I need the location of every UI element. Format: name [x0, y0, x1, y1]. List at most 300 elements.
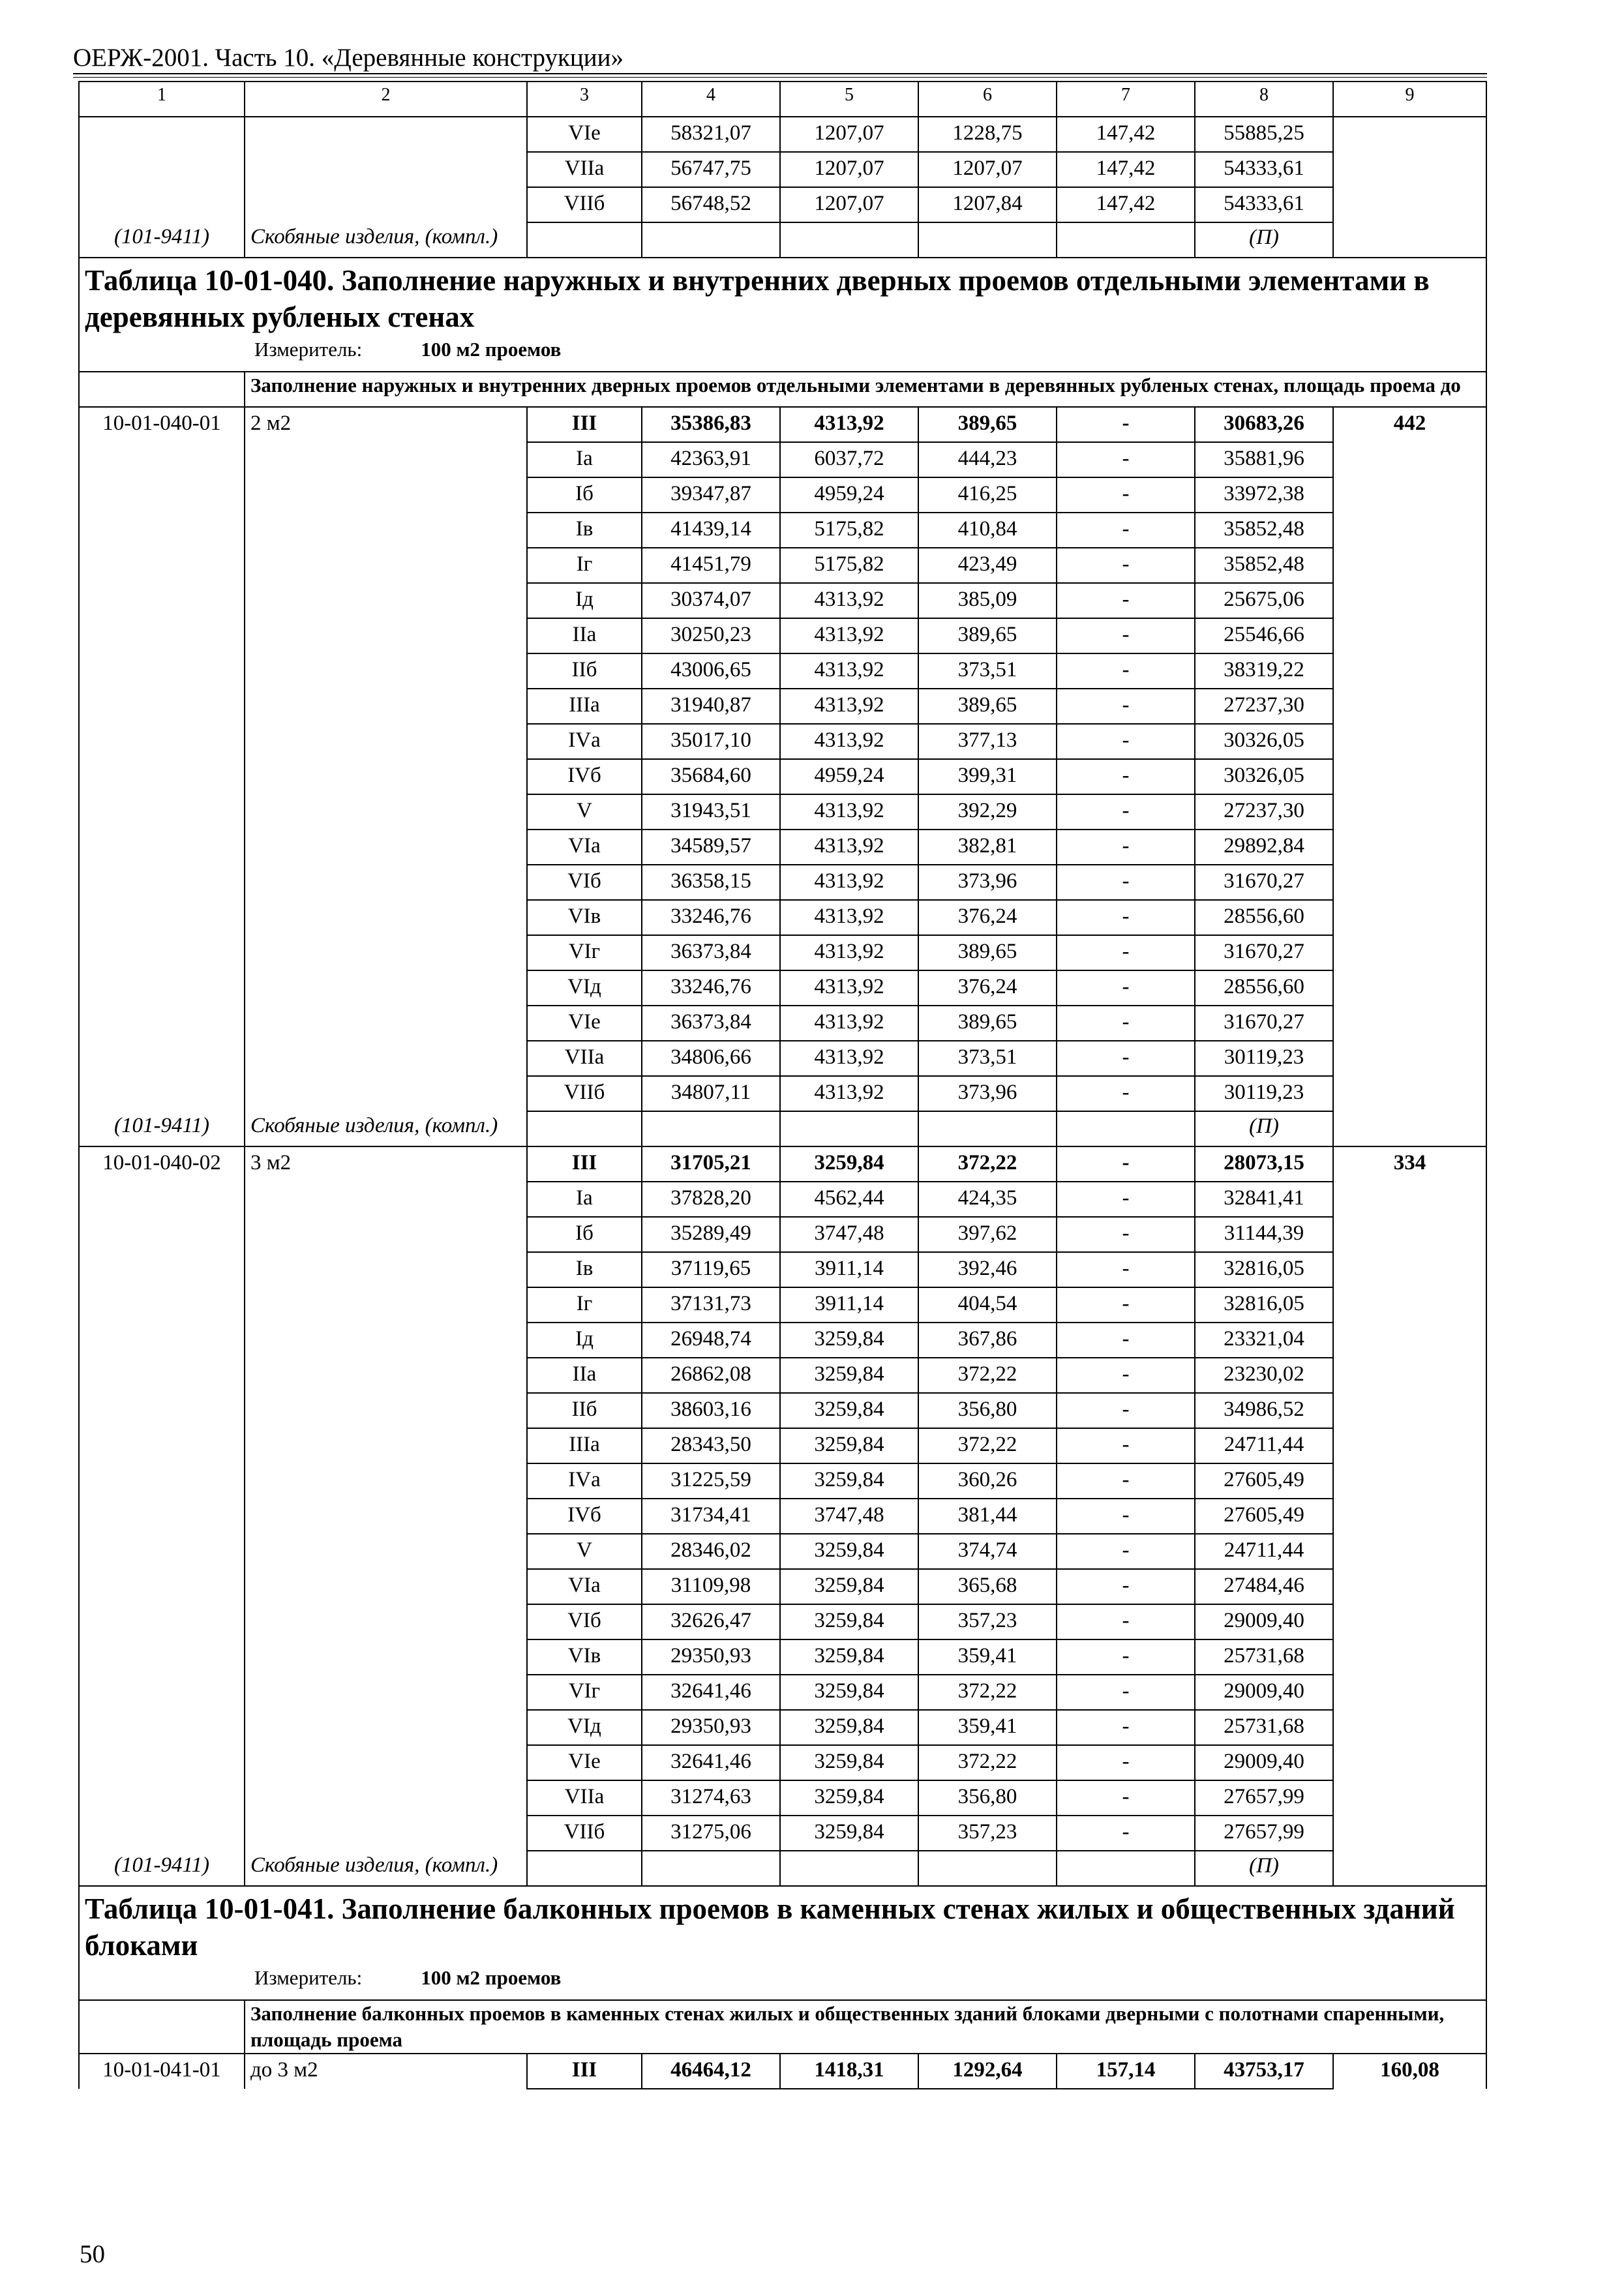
table-row	[79, 653, 1486, 689]
empty-cell	[1333, 477, 1486, 513]
price-cell: 4959,24	[780, 477, 918, 513]
price-cell: 32816,05	[1195, 1287, 1333, 1323]
empty-cell	[1333, 865, 1486, 900]
price-cell: 392,46	[918, 1252, 1057, 1287]
price-cell: -	[1057, 1393, 1195, 1428]
price-cell: 35386,83	[642, 407, 780, 442]
price-cell: -	[1057, 1041, 1195, 1076]
table-row	[79, 548, 1486, 583]
price-cell: 365,68	[918, 1569, 1057, 1604]
labor-cost: 160,08	[1333, 2054, 1486, 2089]
zone-code: V	[527, 1534, 642, 1569]
price-cell: 376,24	[918, 970, 1057, 1006]
empty-cell	[1057, 222, 1195, 258]
zone-code: VIб	[527, 865, 642, 900]
empty-cell	[1333, 222, 1486, 258]
rate-name	[245, 477, 527, 513]
price-cell: 374,74	[918, 1534, 1057, 1569]
table-row	[79, 794, 1486, 830]
price-cell: 3259,84	[780, 1604, 918, 1639]
price-cell: -	[1057, 1076, 1195, 1111]
empty-cell	[1333, 1287, 1486, 1323]
price-cell: 35852,48	[1195, 548, 1333, 583]
table-row	[79, 1006, 1486, 1041]
zone-code: III	[527, 2054, 642, 2089]
price-cell: -	[1057, 548, 1195, 583]
rate-name	[245, 618, 527, 653]
price-cell: 28073,15	[1195, 1146, 1333, 1182]
price-cell: 37828,20	[642, 1182, 780, 1217]
price-cell: -	[1057, 618, 1195, 653]
rate-name	[245, 583, 527, 618]
table-row	[79, 1287, 1486, 1323]
price-cell: -	[1057, 1499, 1195, 1534]
empty-cell	[1333, 1393, 1486, 1428]
price-cell: 31705,21	[642, 1146, 780, 1182]
price-cell: 1207,07	[780, 187, 918, 222]
empty-cell	[642, 1111, 780, 1146]
empty-cell	[1333, 1569, 1486, 1604]
zone-code: IIIа	[527, 689, 642, 724]
price-cell: 46464,12	[642, 2054, 780, 2089]
page-header: ОЕРЖ-2001. Часть 10. «Деревянные конструкции»	[73, 44, 624, 72]
material-name: Скобяные изделия, (компл.)	[245, 1851, 527, 1886]
price-cell: 36373,84	[642, 1006, 780, 1041]
rate-name	[245, 759, 527, 794]
price-cell: 38603,16	[642, 1393, 780, 1428]
rate-name	[245, 1745, 527, 1780]
price-cell: -	[1057, 477, 1195, 513]
rate-name	[245, 1604, 527, 1639]
rate-name	[245, 970, 527, 1006]
measure-row	[79, 1965, 1486, 2000]
price-cell: -	[1057, 513, 1195, 548]
empty-cell	[1333, 1675, 1486, 1710]
rate-code	[79, 1816, 245, 1851]
price-cell: 31940,87	[642, 689, 780, 724]
price-cell: 29350,93	[642, 1710, 780, 1745]
table-row	[79, 1499, 1486, 1534]
price-cell: 3911,14	[780, 1252, 918, 1287]
rate-code	[79, 583, 245, 618]
price-cell: 389,65	[918, 689, 1057, 724]
empty-cell	[1057, 1851, 1195, 1886]
rate-code	[79, 618, 245, 653]
column-number: 4	[642, 82, 780, 117]
labor-cost: 334	[1333, 1146, 1486, 1182]
price-cell: 367,86	[918, 1323, 1057, 1358]
price-cell: 27657,99	[1195, 1780, 1333, 1816]
zone-code: VIе	[527, 1745, 642, 1780]
price-cell: 29350,93	[642, 1639, 780, 1675]
empty-cell	[1333, 830, 1486, 865]
zone-code: VIд	[527, 1710, 642, 1745]
price-cell: 32816,05	[1195, 1252, 1333, 1287]
price-cell: 3911,14	[780, 1287, 918, 1323]
empty-cell	[1333, 900, 1486, 935]
table-row	[79, 117, 1486, 152]
rate-code	[79, 442, 245, 477]
table-row	[79, 1745, 1486, 1780]
material-name: Скобяные изделия, (компл.)	[245, 222, 527, 258]
measure-label: Измеритель:	[254, 338, 363, 361]
empty-cell	[527, 1851, 642, 1886]
empty-cell	[780, 1851, 918, 1886]
rate-code	[79, 1463, 245, 1499]
price-cell: 23230,02	[1195, 1358, 1333, 1393]
price-cell: 42363,91	[642, 442, 780, 477]
price-cell: 416,25	[918, 477, 1057, 513]
rate-code	[79, 935, 245, 970]
material-name: Скобяные изделия, (компл.)	[245, 1111, 527, 1146]
price-cell: 1207,07	[780, 117, 918, 152]
price-cell: 54333,61	[1195, 152, 1333, 187]
rate-name: 3 м2	[245, 1146, 527, 1182]
price-cell: 23321,04	[1195, 1323, 1333, 1358]
zone-code: IVа	[527, 724, 642, 759]
zone-code: IVб	[527, 759, 642, 794]
zone-code: Iв	[527, 1252, 642, 1287]
empty-cell	[1333, 1006, 1486, 1041]
price-cell: 25731,68	[1195, 1710, 1333, 1745]
price-cell: 4313,92	[780, 900, 918, 935]
price-cell: 4313,92	[780, 865, 918, 900]
price-cell: 30683,26	[1195, 407, 1333, 442]
empty-cell	[1333, 1639, 1486, 1675]
zone-code: Iг	[527, 548, 642, 583]
zone-code: IVа	[527, 1463, 642, 1499]
zone-code: Iа	[527, 442, 642, 477]
price-cell: 389,65	[918, 935, 1057, 970]
empty-cell	[79, 372, 245, 407]
zone-code: Iа	[527, 1182, 642, 1217]
price-cell: 27605,49	[1195, 1499, 1333, 1534]
price-cell: 147,42	[1057, 117, 1195, 152]
price-cell: 444,23	[918, 442, 1057, 477]
rate-code	[79, 1182, 245, 1217]
zone-code: IIIа	[527, 1428, 642, 1463]
rate-name	[245, 117, 527, 152]
rate-code	[79, 1428, 245, 1463]
rate-name	[245, 1323, 527, 1358]
zone-code: VIIб	[527, 1076, 642, 1111]
zone-code: VIIб	[527, 187, 642, 222]
price-cell: 4959,24	[780, 759, 918, 794]
rate-name: до 3 м2	[245, 2054, 527, 2089]
price-cell: -	[1057, 1006, 1195, 1041]
empty-cell	[780, 222, 918, 258]
rate-name	[245, 187, 527, 222]
price-cell: 3259,84	[780, 1534, 918, 1569]
price-cell: 3259,84	[780, 1463, 918, 1499]
table-row	[79, 152, 1486, 187]
price-cell: 147,42	[1057, 152, 1195, 187]
price-cell: 359,41	[918, 1639, 1057, 1675]
column-number: 9	[1333, 82, 1486, 117]
price-cell: 35852,48	[1195, 513, 1333, 548]
section-description: Заполнение наружных и внутренних дверных проемов отдельными элементами в деревянных рубленых стенах, площадь проема до	[245, 372, 1486, 407]
price-cell: 30326,05	[1195, 759, 1333, 794]
empty-cell	[918, 1851, 1057, 1886]
price-cell: 4313,92	[780, 618, 918, 653]
price-cell: 30119,23	[1195, 1076, 1333, 1111]
price-cell: 3259,84	[780, 1745, 918, 1780]
empty-cell	[1333, 583, 1486, 618]
price-cell: 31144,39	[1195, 1217, 1333, 1252]
price-cell: 4313,92	[780, 935, 918, 970]
rate-name	[245, 1569, 527, 1604]
empty-cell	[1333, 935, 1486, 970]
table-row	[79, 935, 1486, 970]
price-cell: 4313,92	[780, 689, 918, 724]
price-cell: 5175,82	[780, 513, 918, 548]
price-cell: 4313,92	[780, 1006, 918, 1041]
rate-code	[79, 477, 245, 513]
price-cell: 33972,38	[1195, 477, 1333, 513]
empty-cell	[1333, 442, 1486, 477]
rate-code	[79, 1217, 245, 1252]
table-row	[79, 1569, 1486, 1604]
rate-code	[79, 1006, 245, 1041]
price-cell: 373,51	[918, 653, 1057, 689]
zone-code: Iг	[527, 1287, 642, 1323]
price-cell: 4313,92	[780, 407, 918, 442]
measure-row	[79, 337, 1486, 372]
price-cell: -	[1057, 1534, 1195, 1569]
rate-name	[245, 1041, 527, 1076]
price-cell: 35017,10	[642, 724, 780, 759]
rate-name	[245, 1463, 527, 1499]
rate-code	[79, 1393, 245, 1428]
zone-code: VIIб	[527, 1816, 642, 1851]
price-cell: 56748,52	[642, 187, 780, 222]
rate-name	[245, 152, 527, 187]
zone-code: IIб	[527, 653, 642, 689]
rate-code	[79, 1252, 245, 1287]
price-cell: 389,65	[918, 1006, 1057, 1041]
price-cell: 31670,27	[1195, 935, 1333, 970]
empty-cell	[1333, 117, 1486, 152]
empty-cell	[1333, 152, 1486, 187]
zone-code: VIд	[527, 970, 642, 1006]
column-number: 5	[780, 82, 918, 117]
table-row	[79, 1182, 1486, 1217]
table-row	[79, 1428, 1486, 1463]
hardware-row	[79, 1111, 1486, 1146]
price-cell: 360,26	[918, 1463, 1057, 1499]
price-cell: 35881,96	[1195, 442, 1333, 477]
zone-code: VIв	[527, 900, 642, 935]
zone-code: VIб	[527, 1604, 642, 1639]
price-cell: 357,23	[918, 1816, 1057, 1851]
empty-cell	[1333, 724, 1486, 759]
rate-code: 10-01-040-02	[79, 1146, 245, 1182]
empty-cell	[642, 222, 780, 258]
price-cell: -	[1057, 1182, 1195, 1217]
rate-code	[79, 759, 245, 794]
price-cell: 31274,63	[642, 1780, 780, 1816]
empty-cell	[1333, 1076, 1486, 1111]
price-cell: 30119,23	[1195, 1041, 1333, 1076]
header-rule-thin	[73, 77, 1487, 78]
price-cell: 32841,41	[1195, 1182, 1333, 1217]
price-cell: 382,81	[918, 830, 1057, 865]
price-cell: 372,22	[918, 1428, 1057, 1463]
empty-cell	[1333, 970, 1486, 1006]
measure-value: 100 м2 проемов	[421, 338, 562, 361]
price-cell: 43006,65	[642, 653, 780, 689]
price-cell: 377,13	[918, 724, 1057, 759]
price-cell: -	[1057, 1675, 1195, 1710]
price-cell: 35289,49	[642, 1217, 780, 1252]
rate-name	[245, 724, 527, 759]
table-row	[79, 1323, 1486, 1358]
table-title: Таблица 10-01-040. Заполнение наружных и внутренних дверных проемов отдельными элементами в деревянных рубленых стенах	[79, 258, 1486, 337]
table-row	[79, 1463, 1486, 1499]
price-cell: -	[1057, 1217, 1195, 1252]
rate-name	[245, 1780, 527, 1816]
rate-code	[79, 970, 245, 1006]
rate-code	[79, 794, 245, 830]
column-number: 2	[245, 82, 527, 117]
material-note: (П)	[1195, 1111, 1333, 1146]
rate-code	[79, 1745, 245, 1780]
price-cell: 34807,11	[642, 1076, 780, 1111]
price-cell: 381,44	[918, 1499, 1057, 1534]
price-cell: 1228,75	[918, 117, 1057, 152]
price-cell: 27237,30	[1195, 689, 1333, 724]
rate-code: 10-01-041-01	[79, 2054, 245, 2089]
price-cell: -	[1057, 1428, 1195, 1463]
price-cell: 4562,44	[780, 1182, 918, 1217]
price-cell: 31943,51	[642, 794, 780, 830]
price-cell: -	[1057, 1323, 1195, 1358]
table-row	[79, 1780, 1486, 1816]
price-cell: 24711,44	[1195, 1428, 1333, 1463]
empty-cell	[1333, 187, 1486, 222]
price-cell: -	[1057, 1639, 1195, 1675]
rate-code	[79, 1076, 245, 1111]
price-cell: 4313,92	[780, 583, 918, 618]
price-cell: -	[1057, 724, 1195, 759]
zone-code: Iд	[527, 583, 642, 618]
table-title-row	[79, 258, 1486, 337]
price-cell: 31275,06	[642, 1816, 780, 1851]
material-note: (П)	[1195, 222, 1333, 258]
price-cell: 392,29	[918, 794, 1057, 830]
table-row	[79, 970, 1486, 1006]
price-cell: 4313,92	[780, 724, 918, 759]
rate-name	[245, 1006, 527, 1041]
empty-cell	[1057, 1111, 1195, 1146]
table-row	[79, 618, 1486, 653]
zone-code: VIа	[527, 1569, 642, 1604]
price-cell: 34986,52	[1195, 1393, 1333, 1428]
price-cell: 4313,92	[780, 1076, 918, 1111]
empty-cell	[1333, 1182, 1486, 1217]
price-cell: 356,80	[918, 1393, 1057, 1428]
price-cell: 389,65	[918, 618, 1057, 653]
rate-code	[79, 117, 245, 152]
price-cell: 39347,87	[642, 477, 780, 513]
rate-code	[79, 1287, 245, 1323]
price-cell: -	[1057, 1710, 1195, 1745]
rate-name	[245, 1182, 527, 1217]
price-cell: 424,35	[918, 1182, 1057, 1217]
price-cell: 28343,50	[642, 1428, 780, 1463]
price-cell: 31109,98	[642, 1569, 780, 1604]
table-row	[79, 1358, 1486, 1393]
rate-name	[245, 865, 527, 900]
rate-code	[79, 724, 245, 759]
price-cell: 38319,22	[1195, 653, 1333, 689]
zone-code: Iб	[527, 477, 642, 513]
price-cell: -	[1057, 970, 1195, 1006]
empty-cell	[642, 1851, 780, 1886]
price-cell: 3259,84	[780, 1710, 918, 1745]
price-cell: 32641,46	[642, 1675, 780, 1710]
rate-code	[79, 1499, 245, 1534]
price-cell: 24711,44	[1195, 1534, 1333, 1569]
zone-code: IVб	[527, 1499, 642, 1534]
price-cell: 30374,07	[642, 583, 780, 618]
table-row	[79, 830, 1486, 865]
price-cell: 373,51	[918, 1041, 1057, 1076]
price-cell: 404,54	[918, 1287, 1057, 1323]
rate-name	[245, 830, 527, 865]
hardware-row	[79, 222, 1486, 258]
price-cell: 5175,82	[780, 548, 918, 583]
column-number-row	[79, 82, 1486, 117]
price-cell: -	[1057, 653, 1195, 689]
measure-cell	[79, 337, 1486, 372]
price-cell: 27237,30	[1195, 794, 1333, 830]
price-cell: 27605,49	[1195, 1463, 1333, 1499]
price-cell: 30326,05	[1195, 724, 1333, 759]
column-number: 8	[1195, 82, 1333, 117]
price-cell: -	[1057, 1569, 1195, 1604]
rate-name	[245, 442, 527, 477]
price-cell: 3259,84	[780, 1639, 918, 1675]
table-row	[79, 865, 1486, 900]
empty-cell	[1333, 618, 1486, 653]
price-cell: 54333,61	[1195, 187, 1333, 222]
zone-code: VIг	[527, 935, 642, 970]
table-row	[79, 583, 1486, 618]
empty-cell	[1333, 689, 1486, 724]
price-cell: -	[1057, 1463, 1195, 1499]
table-row	[79, 513, 1486, 548]
price-cell: 6037,72	[780, 442, 918, 477]
table-row	[79, 1639, 1486, 1675]
rate-code	[79, 1041, 245, 1076]
price-cell: -	[1057, 900, 1195, 935]
price-cell: 357,23	[918, 1604, 1057, 1639]
empty-cell	[780, 1111, 918, 1146]
price-cell: 37119,65	[642, 1252, 780, 1287]
rate-name	[245, 1287, 527, 1323]
price-cell: 1418,31	[780, 2054, 918, 2089]
price-cell: 35684,60	[642, 759, 780, 794]
rate-code	[79, 865, 245, 900]
section-description: Заполнение балконных проемов в каменных стенах жилых и общественных зданий блоками дверными с полотнами спаренными, площадь проема	[245, 2000, 1486, 2054]
zone-code: VIIа	[527, 1780, 642, 1816]
empty-cell	[1333, 1041, 1486, 1076]
price-cell: 4313,92	[780, 794, 918, 830]
empty-cell	[918, 222, 1057, 258]
price-cell: 32626,47	[642, 1604, 780, 1639]
rate-name	[245, 900, 527, 935]
